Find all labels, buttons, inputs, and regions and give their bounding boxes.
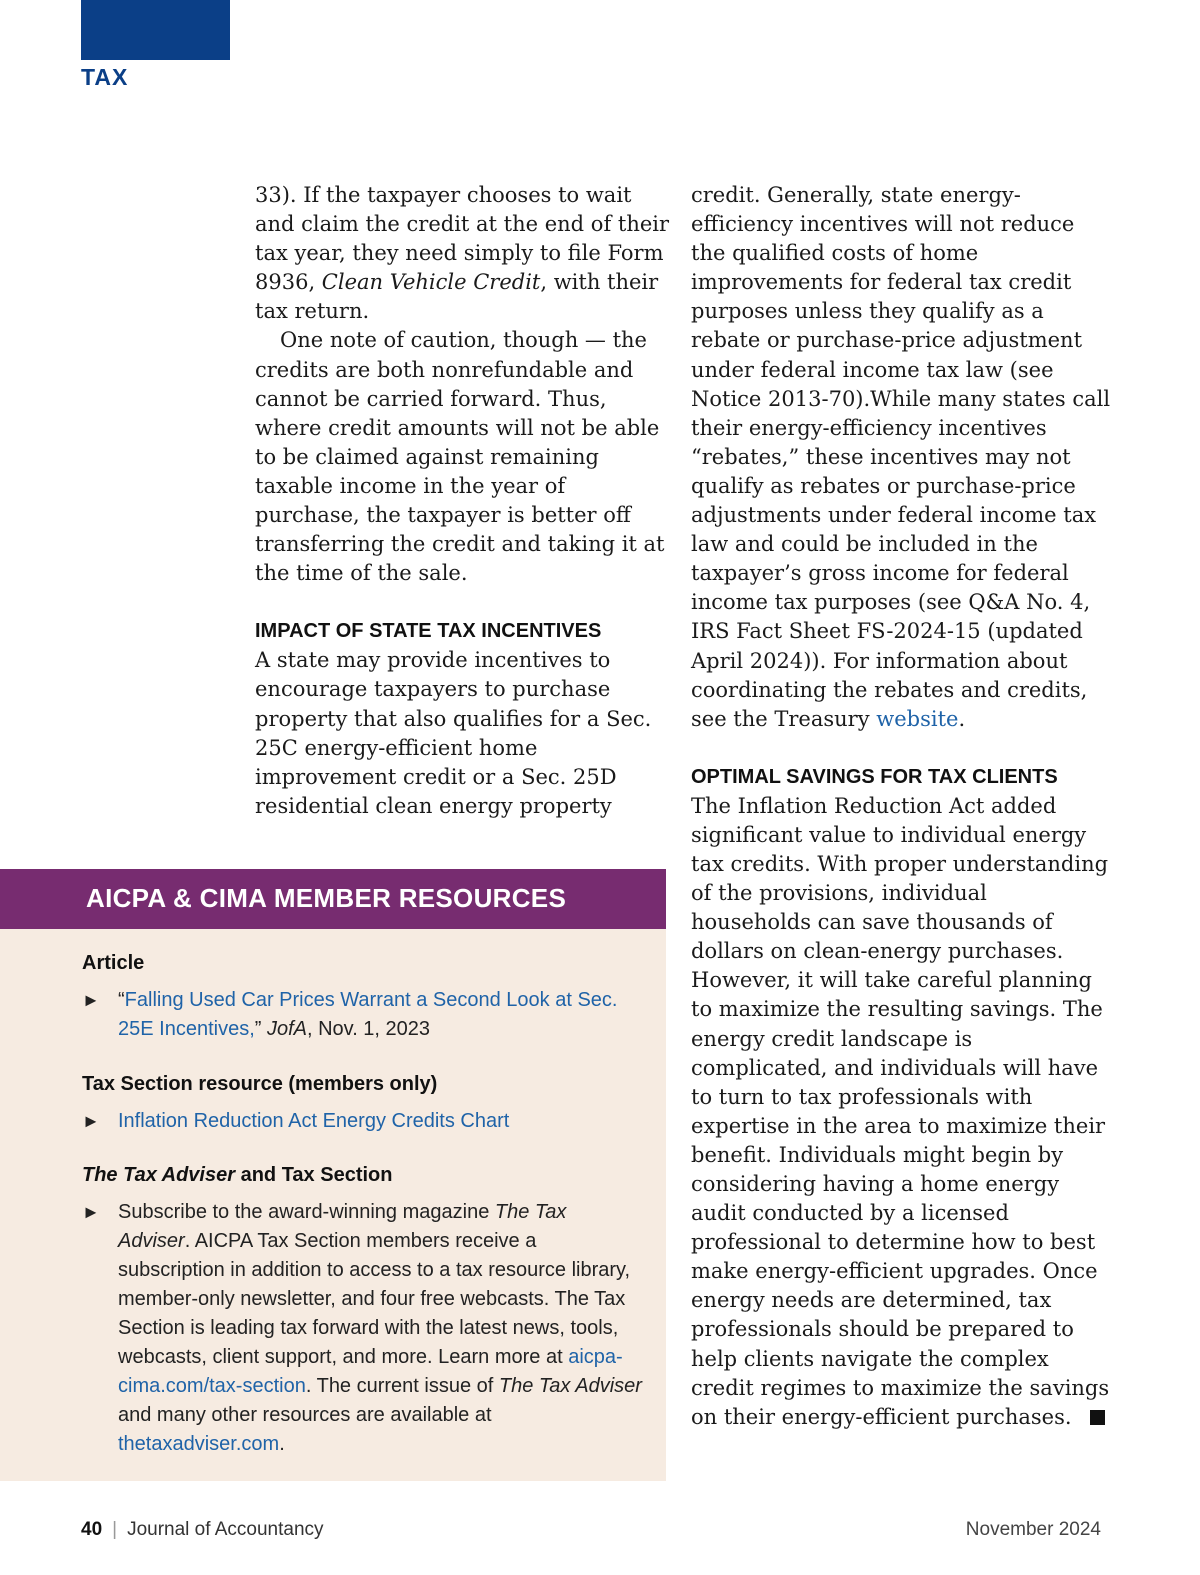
paragraph: credit. Generally, state energy-efficiency incentives will not reduce the qualified costs of home improvements for federal tax credit purposes unless they qualify as a rebate or purchase-price adjustment under federal income tax law (see Notice 2013-70).While many states call their energy-efficiency incentives “rebates,” these incentives may not qualify as rebates or purchase-price adjustments under federal income tax law and could be included in the taxpayer’s gross income for federal income tax purposes (see Q&A No. 4, IRS Fact Sheet FS-2024-15 (updated April 2024)). For information about coordinating the rebates and credits, see the Treasury website. — [691, 183, 1111, 731]
paragraph: The Inflation Reduction Act added significant value to individual energy tax credits. With proper understanding of the provisions, individual households can save thousands of dollars on clean-energy purchases. However, it will take careful planning to maximize the resulting savings. The energy credit landscape is complicated, and individuals will have to turn to tax professionals with expertise in the area to maximize their benefit. Individuals might begin by considering having a home energy audit conducted by a licensed professional to determine how to best make energy-efficient upgrades. Once energy needs are determined, tax professionals should be prepared to help clients navigate the complex credit regimes to maximize the savings on their energy-efficient purchases. — [691, 793, 1110, 1429]
tax-section-resource-item — [82, 1107, 642, 1136]
sidebar-title: AICPA & CIMA MEMBER RESOURCES — [86, 883, 567, 913]
tax-adviser-site-link[interactable]: thetaxadviser.com — [118, 1433, 280, 1455]
paragraph: A state may provide incentives to encourage taxpayers to purchase property that also qualifies for a Sec. 25C energy-efficient home improvement credit or a Sec. 25D residential clean energy property — [255, 648, 652, 818]
end-of-article-mark — [1090, 1410, 1105, 1425]
tax-adviser-resource-item: ► Subscribe to the award-winning magazine The Tax Adviser. AICPA Tax Section members receive a subscription in addition to access to a tax resource library, member-only newsletter, and four free webcasts. The Tax Section is leading tax forward with the latest news, tools, webcasts, client support, and more. Learn more at aicpa-cima.com/tax-section. The current issue of The Tax Adviser and many other resources are available at thetaxadviser.com. — [82, 1198, 642, 1459]
section-color-tab — [81, 0, 230, 60]
bullet-arrow-icon: ► — [82, 990, 100, 1010]
page-footer: 40 | Journal of Accountancy — [81, 1519, 324, 1540]
article-column-1 — [255, 181, 675, 821]
paragraph: One note of caution, though — the credits are both nonrefundable and cannot be carried forward. Thus, where credit amounts will not be able to be claimed against remaining taxable income in the year of purchase, the taxpayer is better off transferring the credit and taking it at the time of the sale. — [255, 328, 665, 586]
section-label: TAX — [81, 64, 129, 90]
tax-section-heading: Tax Section resource (members only) — [82, 1073, 438, 1095]
energy-credits-chart-link[interactable]: Inflation Reduction Act Energy Credits Chart — [118, 1110, 510, 1132]
section-heading: OPTIMAL SAVINGS FOR TAX CLIENTS — [691, 765, 1058, 788]
issue-date: November 2024 — [965, 1519, 1101, 1540]
page-number: 40 — [81, 1519, 103, 1540]
form-title: Clean Vehicle Credit — [321, 270, 541, 295]
paragraph: 33). If the taxpayer chooses to wait and claim the credit at the end of their tax year, they need simply to file Form 8936, Clean Vehicle Credit, with their tax return. — [255, 183, 670, 324]
tax-section-link[interactable]: aicpa-cima.com/tax-section — [118, 1346, 623, 1397]
bullet-arrow-icon: ► — [82, 1202, 100, 1222]
sidebar-title-bar — [0, 869, 666, 929]
bullet-arrow-icon: ► — [82, 1111, 100, 1131]
publication-name: Journal of Accountancy — [127, 1519, 324, 1540]
treasury-website-link[interactable]: website — [876, 706, 959, 731]
article-resource-item: ► “Falling Used Car Prices Warrant a Second Look at Sec. 25E Incentives,” JofA, Nov. 1, 2023 — [82, 986, 642, 1044]
section-heading: IMPACT OF STATE TAX INCENTIVES — [255, 620, 602, 643]
article-column-2 — [691, 181, 1111, 1432]
tax-adviser-heading: The Tax Adviser and Tax Section — [82, 1164, 393, 1186]
article-heading: Article — [82, 952, 145, 974]
member-resources-sidebar — [0, 869, 666, 1481]
article-link[interactable]: Falling Used Car Prices Warrant a Second Look at Sec. 25E Incentives, — [118, 989, 618, 1040]
